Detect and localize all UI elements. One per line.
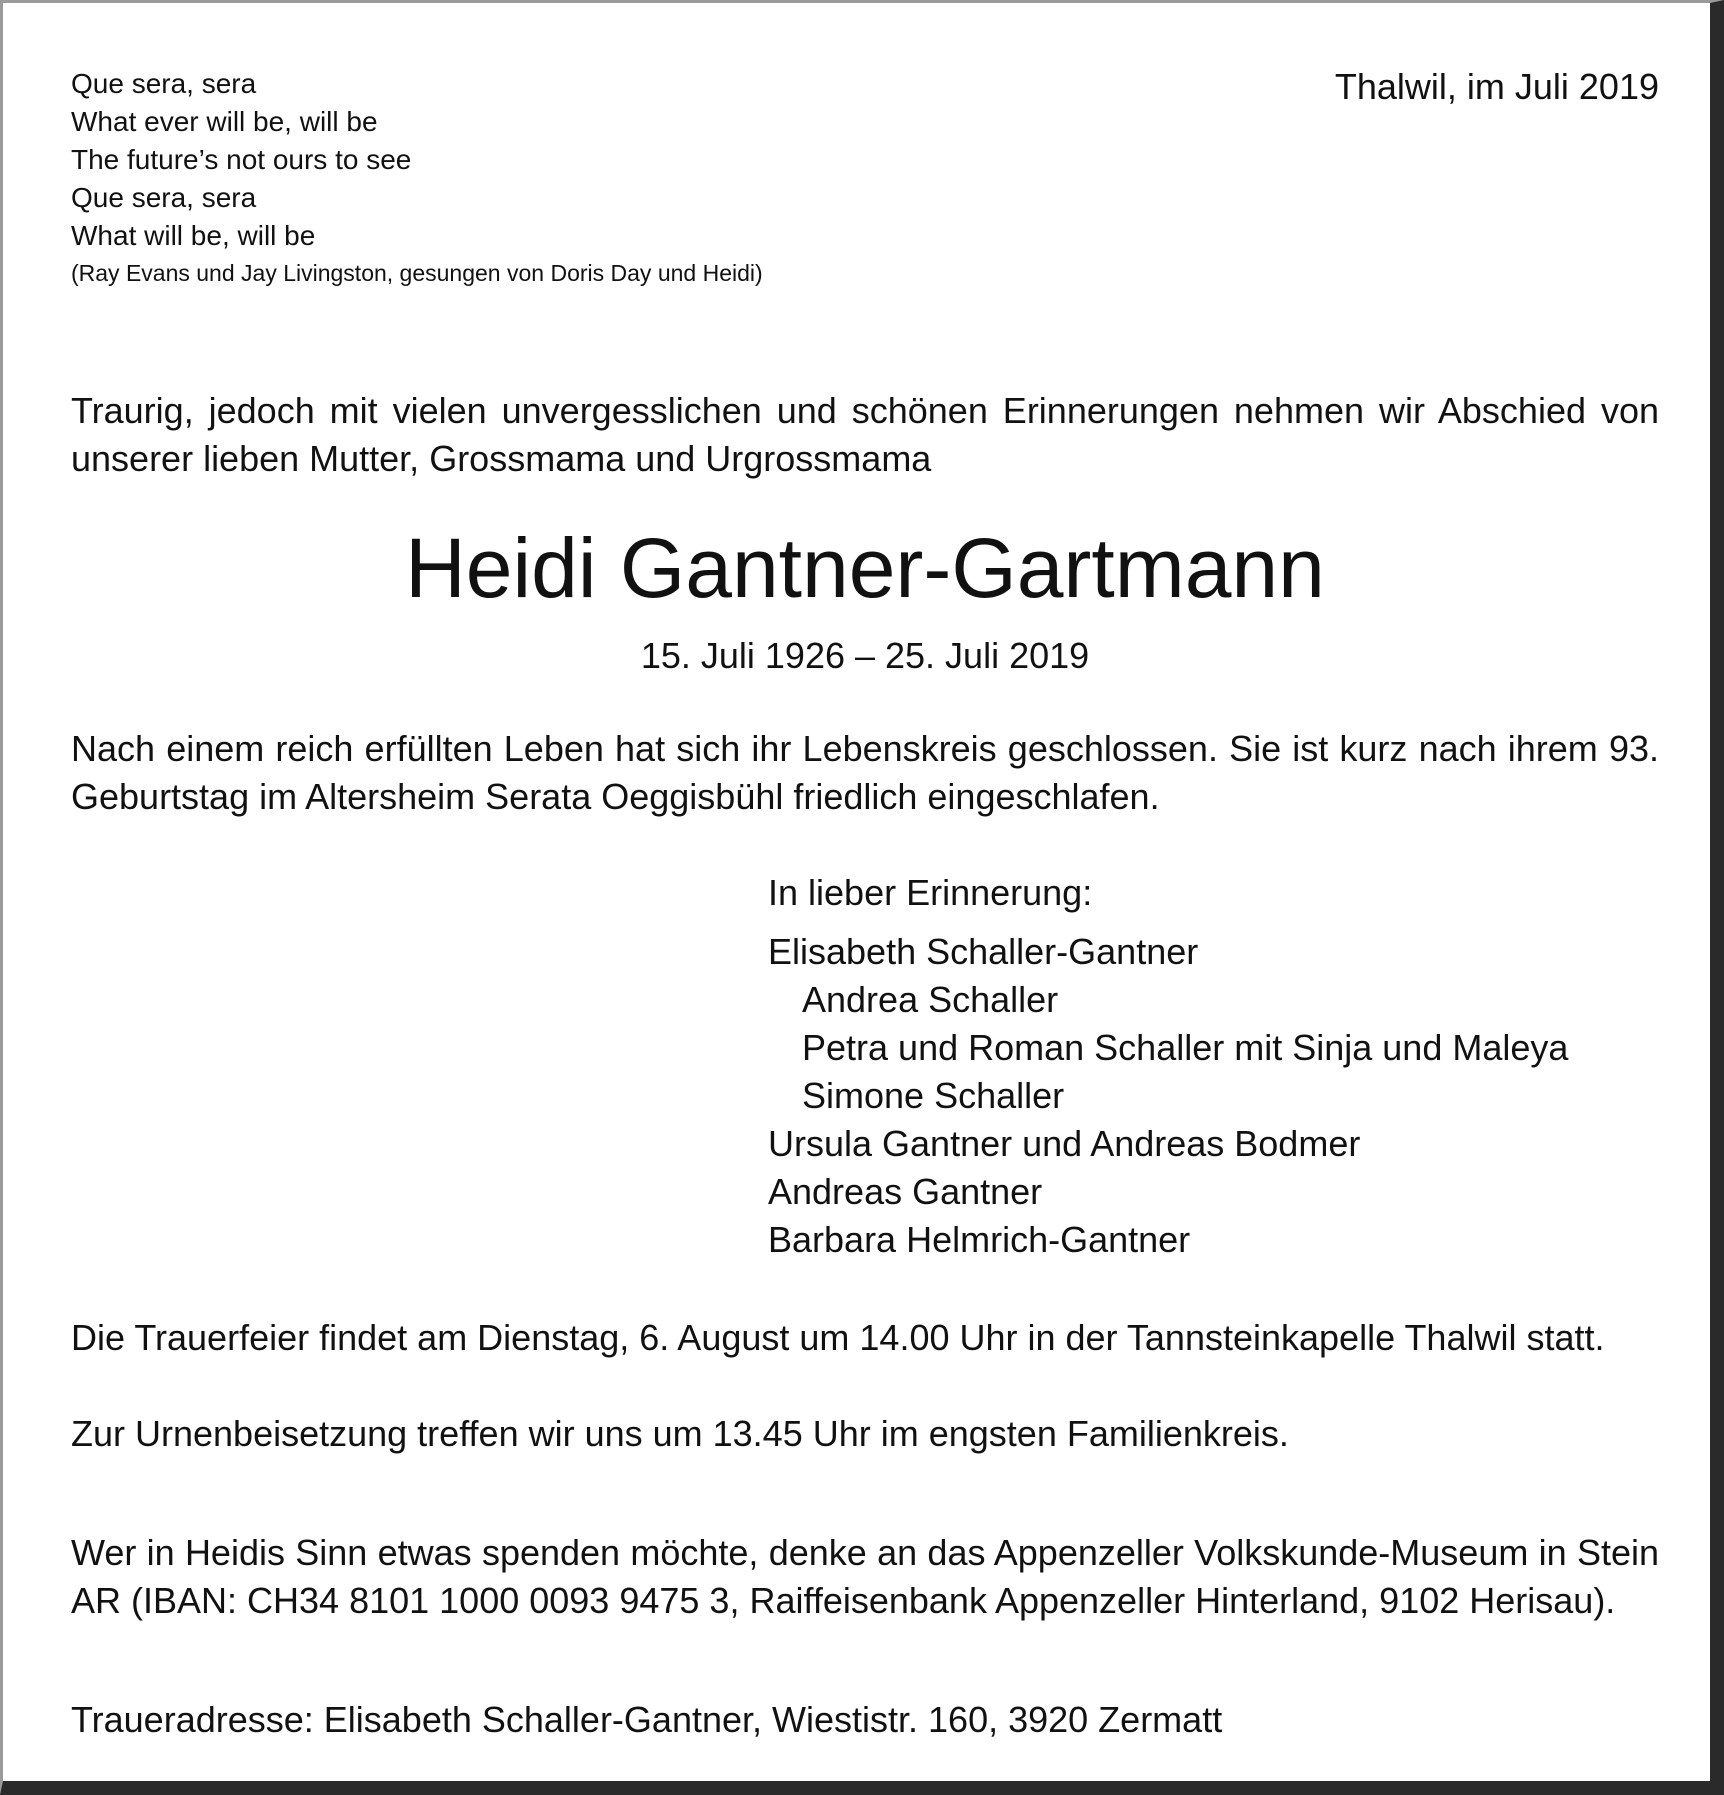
mourner-name: Ursula Gantner und Andreas Bodmer — [768, 1123, 1361, 1164]
life-dates: 15. Juli 1926 – 25. Juli 2019 — [640, 635, 1090, 676]
mourner-name: Barbara Helmrich-Gantner — [768, 1219, 1191, 1260]
mourning-address: Traueradresse: Elisabeth Schaller-Gantner, Wiestistr. 160, 3920 Zermatt — [71, 1699, 1223, 1740]
mourner-name: Simone Schaller — [802, 1075, 1065, 1116]
quote-line: Que sera, sera — [71, 68, 257, 99]
mourner-name: Andreas Gantner — [768, 1171, 1043, 1212]
quote-line: Que sera, sera — [71, 182, 257, 213]
mourner-name: Petra und Roman Schaller mit Sinja und Maleya — [802, 1027, 1569, 1068]
mourner-name: Andrea Schaller — [802, 979, 1059, 1020]
quote-line: The future’s not ours to see — [71, 144, 412, 175]
notice-header — [71, 65, 1659, 315]
urn-paragraph: Zur Urnenbeisetzung treffen wir uns um 13.45 Uhr im engsten Familienkreis. — [71, 1413, 1289, 1454]
mourners-heading: In lieber Erinnerung: — [768, 872, 1093, 913]
quote-credit: (Ray Evans und Jay Livingston, gesungen von Doris Day und Heidi) — [71, 260, 763, 286]
mourners-list — [768, 869, 1568, 1264]
intro-paragraph: Traurig, jedoch mit vielen unvergesslichen und schönen Erinnerungen nehmen wir Abschied von unserer lieben Mutter, Grossmama und Urgrossmama — [71, 390, 1659, 479]
quote-line: What will be, will be — [71, 220, 316, 251]
donation-paragraph: Wer in Heidis Sinn etwas spenden möchte, denke an das Appenzeller Volkskunde-Museum in Stein AR (IBAN: CH34 8101 1000 0093 9475 3, Raiffeisenbank Appenzeller Hinterland, 9102 Herisau). — [71, 1532, 1659, 1621]
song-quote — [71, 65, 763, 291]
service-paragraph: Die Trauerfeier findet am Dienstag, 6. August um 14.00 Uhr in der Tannsteinkapelle Thalwil statt. — [71, 1317, 1605, 1358]
quote-line: What ever will be, will be — [71, 106, 378, 137]
life-paragraph: Nach einem reich erfüllten Leben hat sich ihr Lebenskreis geschlossen. Sie ist kurz nach ihrem 93. Geburtstag im Altersheim Serata Oeggisbühl friedlich eingeschlafen. — [71, 728, 1659, 817]
deceased-name: Heidi Gantner-Gartmann — [405, 521, 1325, 615]
mourner-name: Elisabeth Schaller-Gantner — [768, 931, 1199, 972]
place-date: Thalwil, im Juli 2019 — [1334, 66, 1659, 107]
